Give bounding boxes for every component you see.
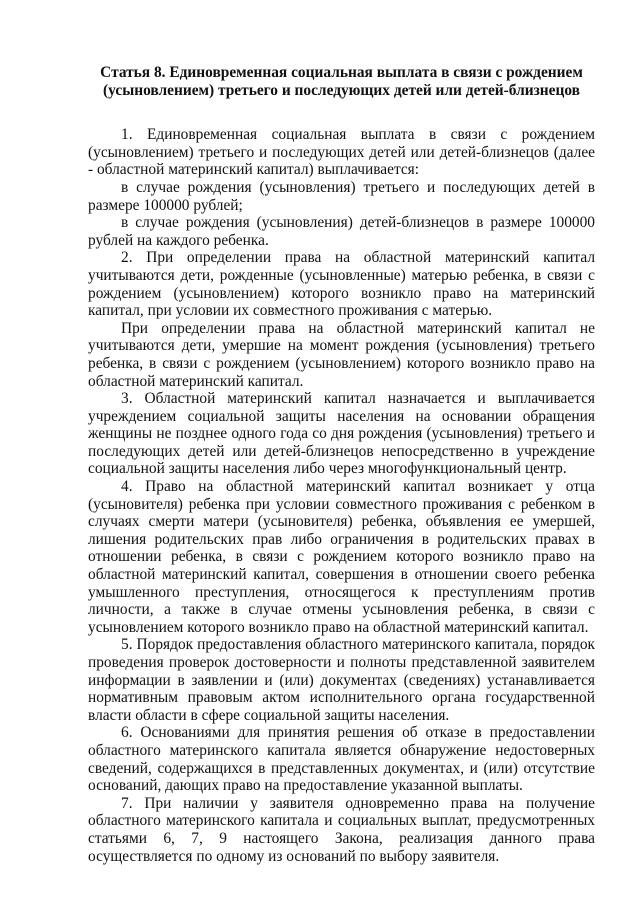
paragraph-1-item-a: в случае рождения (усыновления) третьего и последующих детей в размере 100000 рублей; xyxy=(88,178,595,214)
paragraph-7: 7. При наличии у заявителя одновременно права на получение областного материнского капитала и социальных выплат, предусмотренных статьями 6, 7, 9 настоящего Закона, реализация данного права осуществляется по одному из оснований по выбору заявителя. xyxy=(88,794,595,865)
article-title: Статья 8. Единовременная социальная выплата в связи с рождением (усыновлением) третьего и последующих детей или детей-близнецов xyxy=(100,64,583,99)
paragraph-1-item-b: в случае рождения (усыновления) детей-близнецов в размере 100000 рублей на каждого ребенка. xyxy=(88,214,595,249)
paragraph-2: 2. При определении права на областной материнский капитал учитываются дети, рожденные (усыновленные) матерью ребенка, в связи с рождением (усыновлением) которого возникло право на материнский капитал, при условии их совместного проживания с матерью. xyxy=(88,249,595,320)
paragraph-6: 6. Основаниями для принятия решения об отказе в предоставлении областного материнского капитала является обнаружение недостоверных сведений, содержащихся в представленных документах, и (или) отсутствие оснований, дающих право на предоставление указанной выплаты. xyxy=(88,724,595,795)
paragraph-1: 1. Единовременная социальная выплата в связи с рождением (усыновлением) третьего и последующих детей или детей-близнецов (далее - областной материнский капитал) выплачивается: xyxy=(88,126,595,179)
paragraph-4: 4. Право на областной материнский капитал возникает у отца (усыновителя) ребенка при условии совместного проживания с ребенком в случаях смерти матери (усыновителя) ребенка, объявления ее умершей, лишения родительских прав либо ограничения в родительских правах в отношении ребенка, в связи с рождением которого возникло право на областной материнский капитал, совершения в отношении своего ребенка умышленного преступления, относящегося к преступлениям против личности, а также в случае отмены усыновления ребенка, в связи с усыновлением которого возникло право на областной материнский капитал. xyxy=(88,478,595,636)
paragraph-2-continued: При определении права на областной материнский капитал не учитываются дети, умершие на момент рождения (усыновления) третьего ребенка, в связи с рождением (усыновлением) которого возникло право на областной материнский капитал. xyxy=(88,319,595,390)
paragraph-5: 5. Порядок предоставления областного материнского капитала, порядок проведения проверок достоверности и полноты представленной заявителем информации в заявлении и (или) документах (сведениях) устанавливается нормативным правовым актом исполнительного органа государственной власти области в сфере социальной защиты населения. xyxy=(88,636,595,724)
document-page xyxy=(88,64,595,865)
paragraph-3: 3. Областной материнский капитал назначается и выплачивается учреждением социальной защиты населения на основании обращения женщины не позднее одного года со дня рождения (усыновления) третьего и последующих детей или детей-близнецов непосредственно в учреждение социальной защиты населения либо через многофункциональный центр. xyxy=(88,390,595,478)
